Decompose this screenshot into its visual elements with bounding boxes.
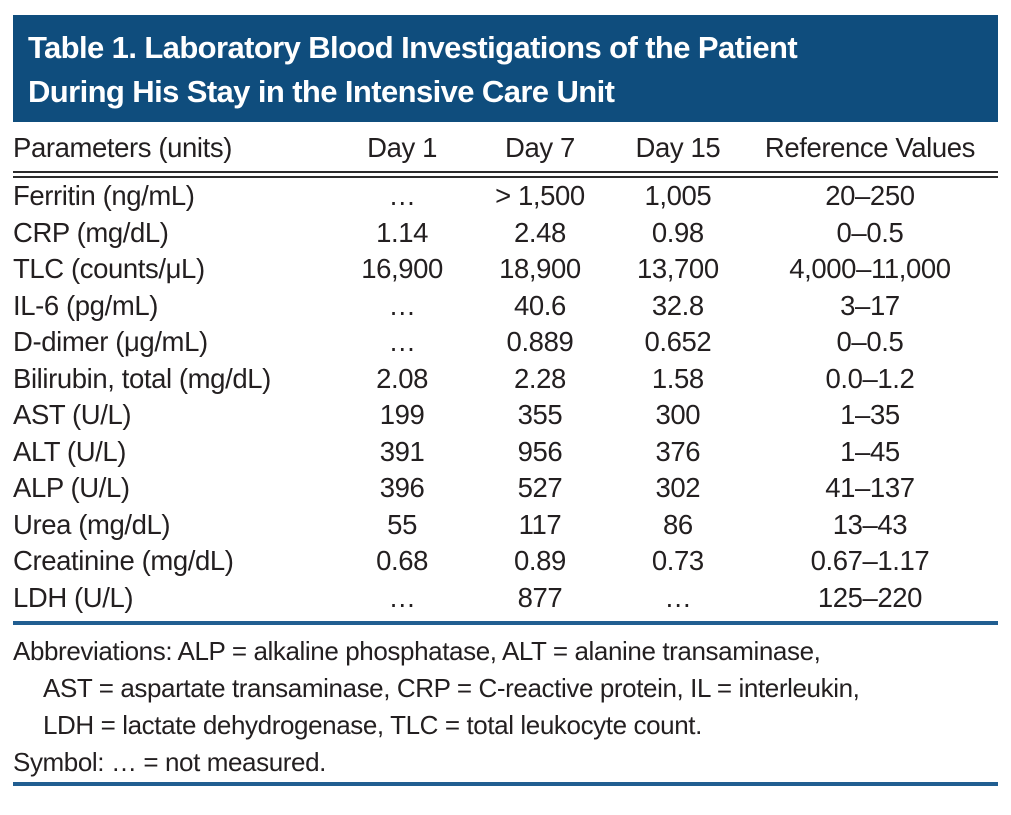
value-cell: 0.0–1.2 xyxy=(825,362,915,394)
value-cell: 0.98 xyxy=(651,216,704,248)
lab-results-table xyxy=(13,126,998,616)
parameter-cell: ALT (U/L) xyxy=(13,435,127,467)
parameter-cell: Urea (mg/dL) xyxy=(13,508,171,540)
value-cell: 0.89 xyxy=(514,545,566,576)
value-cell: 1,005 xyxy=(644,180,712,211)
value-cell: 1–35 xyxy=(840,399,900,430)
lab-table-body xyxy=(13,175,998,617)
parameter-cell: IL-6 (pg/mL) xyxy=(13,289,158,321)
parameter-cell: Bilirubin, total (mg/dL) xyxy=(13,362,271,394)
value-cell: 2.28 xyxy=(514,362,566,394)
table-row xyxy=(13,580,998,617)
table-bottom-rule xyxy=(13,621,998,625)
value-cell: 0.68 xyxy=(376,545,429,576)
value-cell: 376 xyxy=(655,435,701,467)
column-header-day1: Day 1 xyxy=(338,126,466,175)
value-cell: 355 xyxy=(517,399,563,430)
value-cell: 396 xyxy=(379,472,425,503)
table-row xyxy=(13,434,998,471)
value-cell: 3–17 xyxy=(840,289,900,321)
table-row xyxy=(13,175,998,215)
value-cell: 117 xyxy=(518,508,562,540)
value-cell: 300 xyxy=(655,399,701,430)
parameter-cell: AST (U/L) xyxy=(13,399,132,430)
value-cell: 302 xyxy=(655,472,701,503)
table-row xyxy=(13,507,998,544)
value-cell: 125–220 xyxy=(817,581,923,613)
table-footnotes xyxy=(13,633,998,781)
value-cell: 0.67–1.17 xyxy=(810,545,930,576)
column-header-reference-values: Reference Values xyxy=(742,126,998,175)
value-cell: 877 xyxy=(517,581,563,613)
value-cell: 199 xyxy=(379,399,425,430)
table-title-line-2: During His Stay in the Intensive Care Unit xyxy=(28,74,615,109)
table-row xyxy=(13,361,998,398)
value-cell: 55 xyxy=(387,508,417,540)
value-cell: … xyxy=(664,581,692,613)
value-cell: … xyxy=(388,581,416,613)
column-header-parameters: Parameters (units) xyxy=(13,126,338,175)
abbreviations-note-line-3: LDH = lactate dehydrogenase, TLC = total leukocyte count. xyxy=(43,710,702,740)
value-cell: 40.6 xyxy=(514,289,566,321)
parameter-cell: D-dimer (μg/mL) xyxy=(13,326,208,357)
value-cell: 13–43 xyxy=(832,508,908,540)
figure-bottom-rule xyxy=(13,782,998,786)
value-cell: 0–0.5 xyxy=(836,216,904,248)
value-cell: 16,900 xyxy=(361,253,443,284)
value-cell: … xyxy=(388,289,416,321)
value-cell: 86 xyxy=(662,508,693,540)
value-cell: 1.14 xyxy=(376,216,429,248)
parameter-cell: LDH (U/L) xyxy=(13,581,134,613)
abbreviations-note-line-1: Abbreviations: ALP = alkaline phosphatase, ALT = alanine transaminase, xyxy=(13,636,821,666)
value-cell: 32.8 xyxy=(651,289,704,321)
value-cell: … xyxy=(388,326,416,357)
table-row xyxy=(13,543,998,580)
table-row xyxy=(13,288,998,325)
parameter-cell: Ferritin (ng/mL) xyxy=(13,180,195,211)
column-header-day15: Day 15 xyxy=(614,126,742,175)
value-cell: 13,700 xyxy=(637,253,719,284)
value-cell: 1.58 xyxy=(651,362,704,394)
value-cell: 20–250 xyxy=(825,180,915,211)
table-row xyxy=(13,215,998,252)
table-row xyxy=(13,397,998,434)
table-row xyxy=(13,251,998,288)
value-cell: 391 xyxy=(379,435,425,467)
value-cell: 2.08 xyxy=(376,362,429,394)
table-title-banner xyxy=(13,15,998,122)
abbreviations-note-line-2: AST = aspartate transaminase, CRP = C-reactive protein, IL = interleukin, xyxy=(43,673,860,703)
parameter-cell: Creatinine (mg/dL) xyxy=(13,545,234,576)
column-header-day7: Day 7 xyxy=(466,126,614,175)
value-cell: 2.48 xyxy=(514,216,566,248)
value-cell: 4,000–11,000 xyxy=(789,253,951,284)
value-cell: 527 xyxy=(517,472,563,503)
value-cell: 0–0.5 xyxy=(836,326,904,357)
value-cell: 0.73 xyxy=(651,545,704,576)
parameter-cell: CRP (mg/dL) xyxy=(13,216,169,248)
symbol-note: Symbol: … = not measured. xyxy=(13,747,326,777)
parameter-cell: TLC (counts/μL) xyxy=(13,253,205,284)
value-cell: … xyxy=(388,180,416,211)
parameter-cell: ALP (U/L) xyxy=(13,472,130,503)
table-row xyxy=(13,470,998,507)
table-title-line-1: Table 1. Laboratory Blood Investigations of the Patient xyxy=(28,30,798,65)
value-cell: 956 xyxy=(517,435,563,467)
value-cell: 18,900 xyxy=(499,253,581,284)
value-cell: 1–45 xyxy=(840,435,900,467)
table-header-row xyxy=(13,126,998,175)
value-cell: > 1,500 xyxy=(495,180,585,211)
value-cell: 0.652 xyxy=(644,326,712,357)
value-cell: 0.889 xyxy=(506,326,574,357)
value-cell: 41–137 xyxy=(825,472,915,503)
table-row xyxy=(13,324,998,361)
